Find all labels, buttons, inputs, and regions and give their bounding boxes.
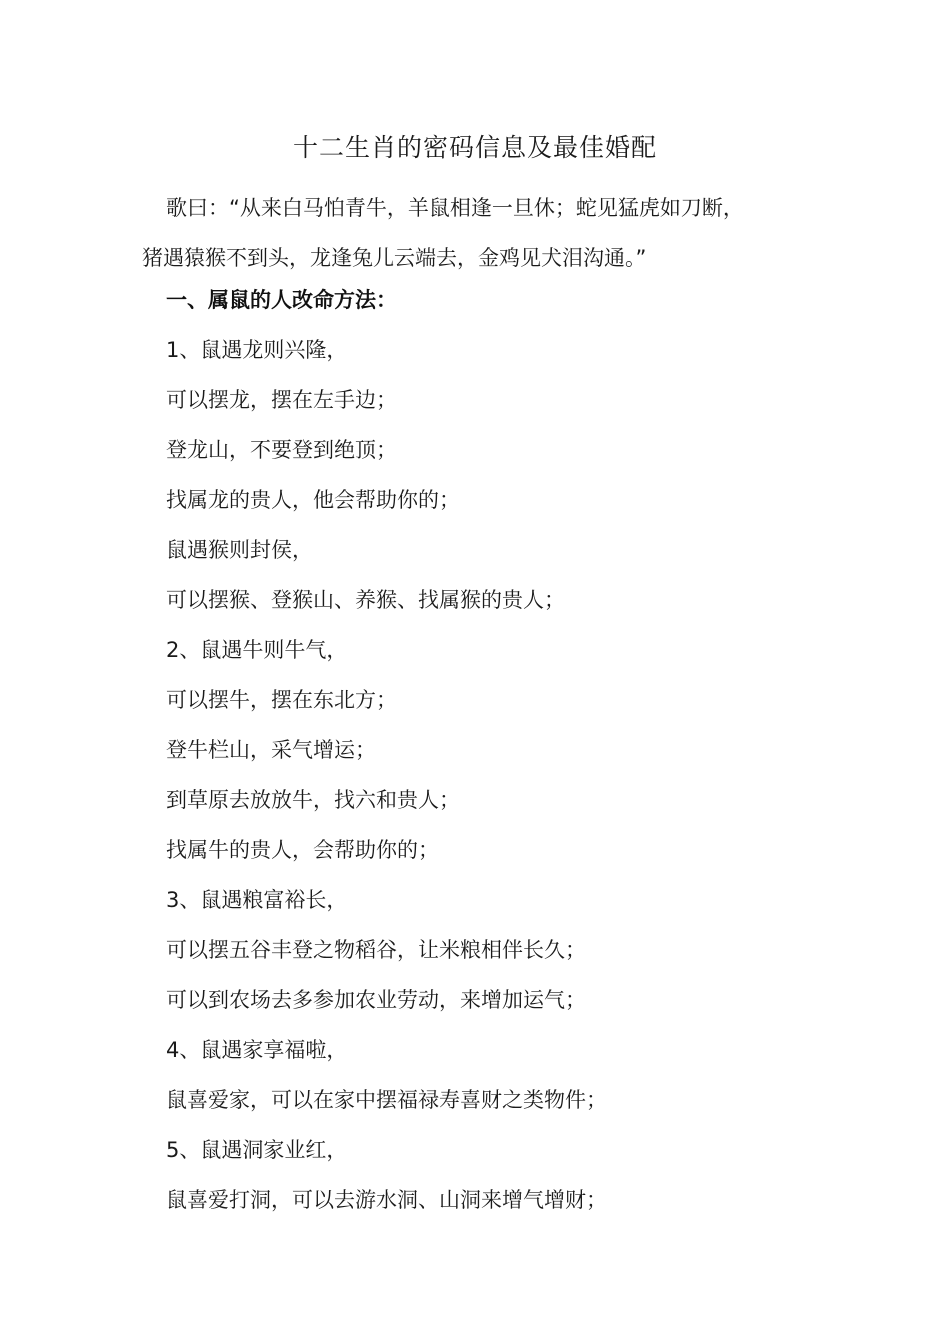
method-list	[166, 333, 607, 1233]
list-item: 到草原去放放牛，找六和贵人；	[166, 788, 460, 812]
list-item: 鼠遇猴则封侯，	[166, 538, 313, 562]
list-item: 5、鼠遇洞家业红，	[166, 1138, 348, 1162]
list-item: 可以摆猴、登猴山、养猴、找属猴的贵人；	[166, 588, 565, 612]
list-item: 3、鼠遇粮富裕长，	[166, 888, 348, 912]
list-item: 1、鼠遇龙则兴隆，	[166, 338, 348, 362]
list-item: 鼠喜爱家，可以在家中摆福禄寿喜财之类物件；	[166, 1088, 607, 1112]
list-item: 登牛栏山，采气增运；	[166, 738, 376, 762]
list-item: 4、鼠遇家享福啦，	[166, 1038, 348, 1062]
list-item: 找属牛的贵人，会帮助你的；	[166, 838, 439, 862]
list-item: 2、鼠遇牛则牛气，	[166, 638, 348, 662]
section-heading: 一、属鼠的人改命方法：	[166, 288, 397, 312]
list-item: 鼠喜爱打洞，可以去游水洞、山洞来增气增财；	[166, 1188, 607, 1212]
list-item: 可以摆龙，摆在左手边；	[166, 388, 397, 412]
verse-line-1: 歌曰：“从来白马怕青牛，羊鼠相逢一旦休；蛇见猛虎如刀断，	[166, 196, 744, 220]
document-title: 十二生肖的密码信息及最佳婚配	[292, 133, 657, 162]
list-item: 可以摆牛，摆在东北方；	[166, 688, 397, 712]
verse-line-2: 猪遇猿猴不到头，龙逢兔儿云端去，金鸡见犬泪沟通。”	[142, 246, 647, 270]
verse-paragraph	[142, 183, 822, 283]
list-item: 可以到农场去多参加农业劳动，来增加运气；	[166, 988, 586, 1012]
list-item: 找属龙的贵人，他会帮助你的；	[166, 488, 460, 512]
list-item: 可以摆五谷丰登之物稻谷，让米粮相伴长久；	[166, 938, 586, 962]
list-item: 登龙山，不要登到绝顶；	[166, 438, 397, 462]
